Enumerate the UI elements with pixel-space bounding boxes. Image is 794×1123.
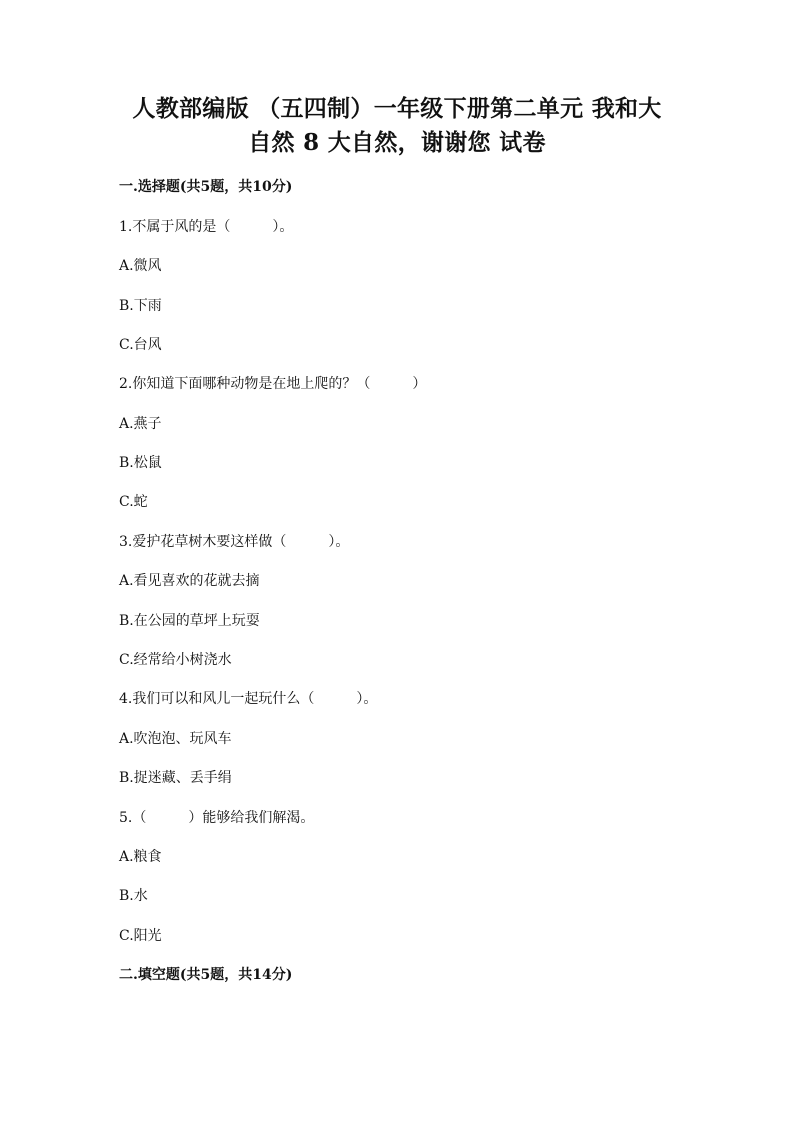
question-3-stem: 3.爱护花草树木要这样做（ ）。 xyxy=(119,534,350,550)
question-3-option-c: C.经常给小树浇水 xyxy=(119,652,232,668)
question-2-option-a: A.燕子 xyxy=(119,416,162,432)
question-5-option-c: C.阳光 xyxy=(119,928,162,944)
question-1-option-b: B.下雨 xyxy=(119,298,162,314)
section-heading-fill-in: 二.填空题(共5题，共14分) xyxy=(119,967,293,983)
document-title-line-1: 人教部编版 （五四制）一年级下册第二单元 我和大 xyxy=(132,95,662,122)
question-2-option-b: B.松鼠 xyxy=(119,455,162,471)
question-2-option-c: C.蛇 xyxy=(119,494,148,510)
section-heading-multiple-choice: 一.选择题(共5题，共10分) xyxy=(119,179,293,195)
question-4-option-b: B.捉迷藏、丢手绢 xyxy=(119,770,232,786)
question-1-option-c: C.台风 xyxy=(119,337,162,353)
question-4-stem: 4.我们可以和风儿一起玩什么（ ）。 xyxy=(119,691,378,707)
question-5-stem: 5.（ ）能够给我们解渴。 xyxy=(119,810,315,826)
document-title-line-2: 自然 8 大自然，谢谢您 试卷 xyxy=(248,129,546,156)
question-2-stem: 2.你知道下面哪种动物是在地上爬的？（ ） xyxy=(119,376,427,392)
question-1-stem: 1.不属于风的是（ ）。 xyxy=(119,219,294,235)
question-5-option-a: A.粮食 xyxy=(119,849,162,865)
question-4-option-a: A.吹泡泡、玩风车 xyxy=(119,731,232,747)
question-1-option-a: A.微风 xyxy=(119,258,162,274)
question-3-option-b: B.在公园的草坪上玩耍 xyxy=(119,613,260,629)
question-3-option-a: A.看见喜欢的花就去摘 xyxy=(119,573,260,589)
question-5-option-b: B.水 xyxy=(119,888,148,904)
